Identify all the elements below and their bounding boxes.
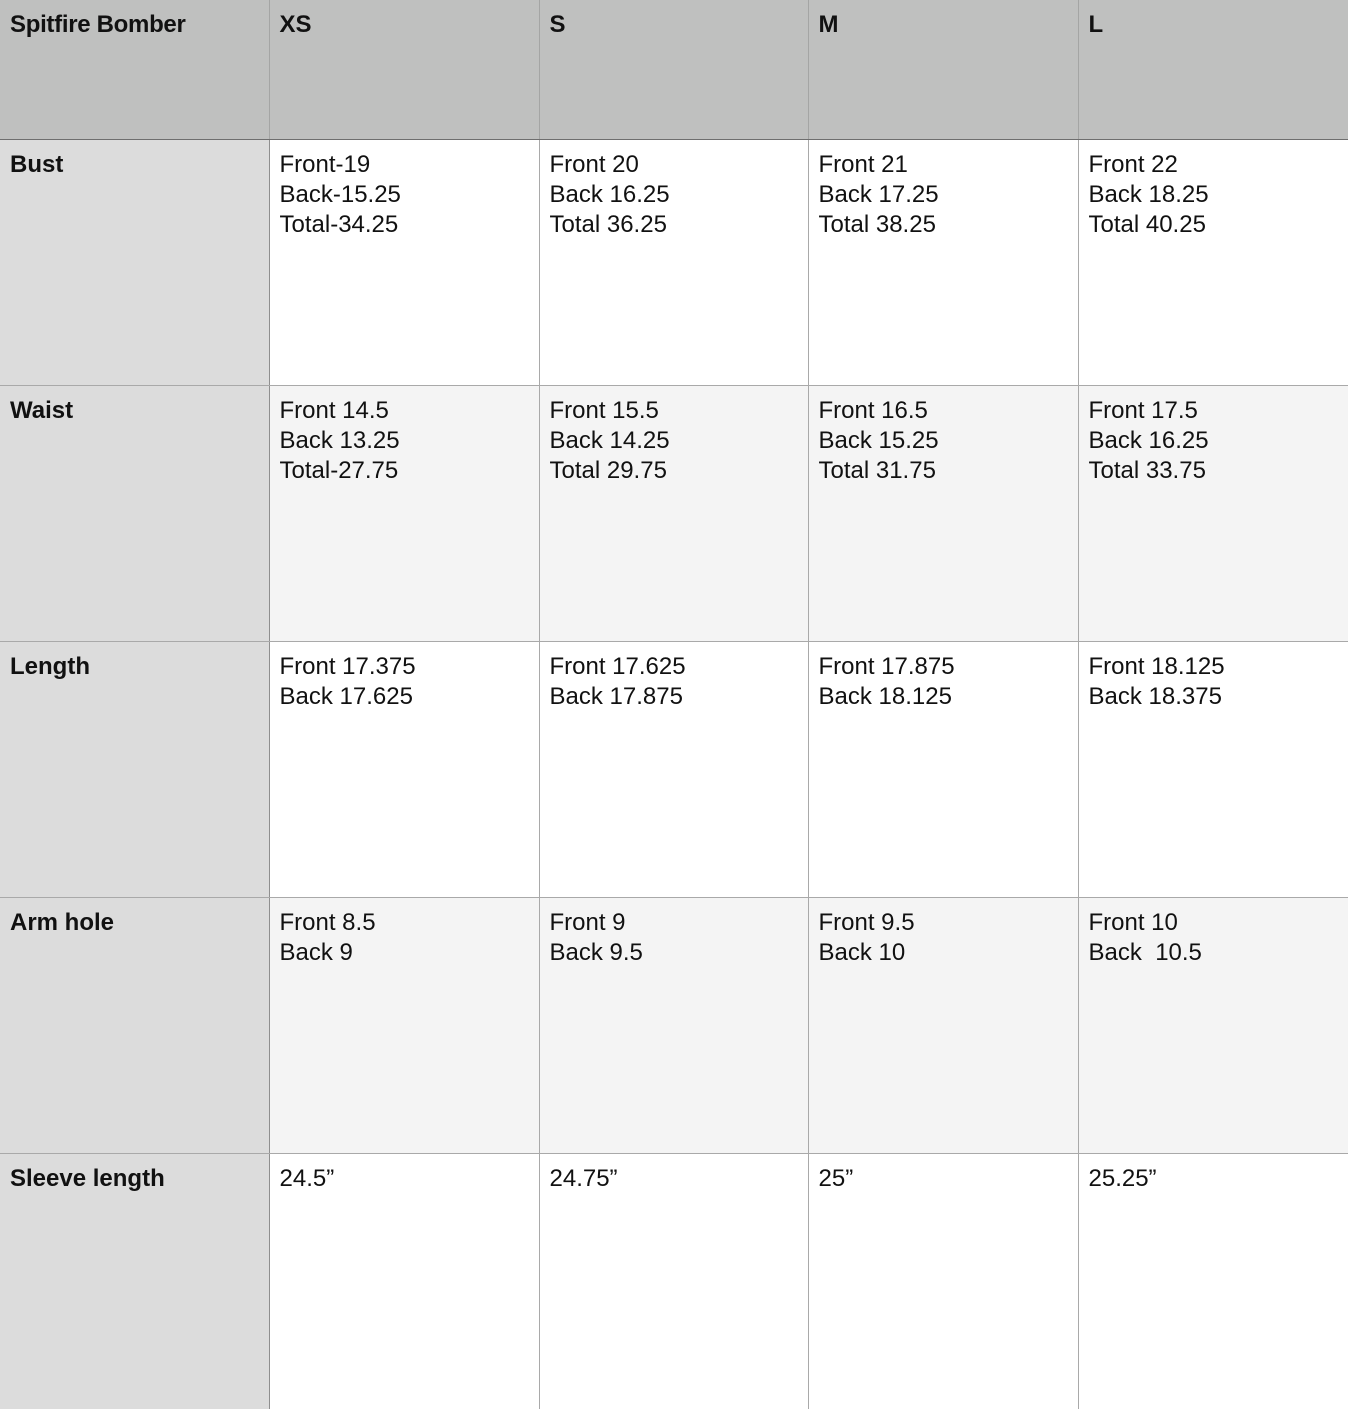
arm-hole-m-back: Back 10 [818, 938, 906, 966]
waist-xs-front: Front 14.5 [279, 396, 389, 424]
bust-l-back: Back 18.25 [1088, 180, 1209, 208]
size-header-l: L [1078, 0, 1348, 139]
waist-xs-total: Total-27.75 [279, 456, 399, 484]
length-m-back: Back 18.125 [818, 682, 952, 710]
bust-xs-back: Back-15.25 [279, 180, 401, 208]
arm-hole-xs-front: Front 8.5 [279, 908, 376, 936]
sleeve-length-s-value: 24.75” [549, 1164, 618, 1192]
row-label-bust: Bust [0, 139, 269, 385]
table-row-arm-hole [0, 897, 1348, 1153]
bust-s-front: Front 20 [549, 150, 639, 178]
waist-l-front: Front 17.5 [1088, 396, 1198, 424]
bust-m-back: Back 17.25 [818, 180, 939, 208]
bust-l-front: Front 22 [1088, 150, 1178, 178]
sleeve-length-xs-cell [269, 1153, 539, 1409]
length-s-cell [539, 641, 808, 897]
waist-m-total: Total 31.75 [818, 456, 936, 484]
length-s-front: Front 17.625 [549, 652, 686, 680]
waist-s-back: Back 14.25 [549, 426, 670, 454]
waist-m-back: Back 15.25 [818, 426, 939, 454]
waist-l-back: Back 16.25 [1088, 426, 1209, 454]
table-title-cell: Spitfire Bomber [0, 0, 269, 139]
arm-hole-xs-back: Back 9 [279, 938, 353, 966]
sleeve-length-l-value: 25.25” [1088, 1164, 1157, 1192]
bust-m-total: Total 38.25 [818, 210, 936, 238]
waist-xs-cell [269, 385, 539, 641]
arm-hole-l-cell [1078, 897, 1348, 1153]
bust-s-cell [539, 139, 808, 385]
waist-s-front: Front 15.5 [549, 396, 659, 424]
table-row-waist [0, 385, 1348, 641]
bust-l-total: Total 40.25 [1088, 210, 1206, 238]
length-xs-back: Back 17.625 [279, 682, 413, 710]
header-row [0, 0, 1348, 139]
waist-s-cell [539, 385, 808, 641]
waist-l-cell [1078, 385, 1348, 641]
arm-hole-s-front: Front 9 [549, 908, 626, 936]
row-label-waist: Waist [0, 385, 269, 641]
waist-xs-back: Back 13.25 [279, 426, 400, 454]
waist-s-total: Total 29.75 [549, 456, 667, 484]
table-row-sleeve-length [0, 1153, 1348, 1409]
table-row-length [0, 641, 1348, 897]
sleeve-length-l-cell [1078, 1153, 1348, 1409]
length-l-back: Back 18.375 [1088, 682, 1222, 710]
length-xs-front: Front 17.375 [279, 652, 416, 680]
bust-s-total: Total 36.25 [549, 210, 667, 238]
waist-m-front: Front 16.5 [818, 396, 928, 424]
arm-hole-s-back: Back 9.5 [549, 938, 643, 966]
bust-s-back: Back 16.25 [549, 180, 670, 208]
arm-hole-l-back: Back 10.5 [1088, 938, 1202, 966]
row-label-arm-hole: Arm hole [0, 897, 269, 1153]
sleeve-length-s-cell [539, 1153, 808, 1409]
length-m-cell [808, 641, 1078, 897]
sleeve-length-xs-value: 24.5” [279, 1164, 335, 1192]
length-l-cell [1078, 641, 1348, 897]
row-label-sleeve-length: Sleeve length [0, 1153, 269, 1409]
sleeve-length-m-cell [808, 1153, 1078, 1409]
length-l-front: Front 18.125 [1088, 652, 1225, 680]
bust-m-front: Front 21 [818, 150, 908, 178]
length-xs-cell [269, 641, 539, 897]
length-s-back: Back 17.875 [549, 682, 683, 710]
bust-xs-cell [269, 139, 539, 385]
bust-xs-front: Front-19 [279, 150, 371, 178]
length-m-front: Front 17.875 [818, 652, 955, 680]
arm-hole-m-front: Front 9.5 [818, 908, 915, 936]
arm-hole-xs-cell [269, 897, 539, 1153]
arm-hole-l-front: Front 10 [1088, 908, 1178, 936]
waist-l-total: Total 33.75 [1088, 456, 1206, 484]
sleeve-length-m-value: 25” [818, 1164, 854, 1192]
bust-m-cell [808, 139, 1078, 385]
bust-xs-total: Total-34.25 [279, 210, 399, 238]
arm-hole-s-cell [539, 897, 808, 1153]
size-header-s: S [539, 0, 808, 139]
waist-m-cell [808, 385, 1078, 641]
arm-hole-m-cell [808, 897, 1078, 1153]
row-label-length: Length [0, 641, 269, 897]
bust-l-cell [1078, 139, 1348, 385]
size-header-m: M [808, 0, 1078, 139]
size-header-xs: XS [269, 0, 539, 139]
table-row-bust [0, 139, 1348, 385]
